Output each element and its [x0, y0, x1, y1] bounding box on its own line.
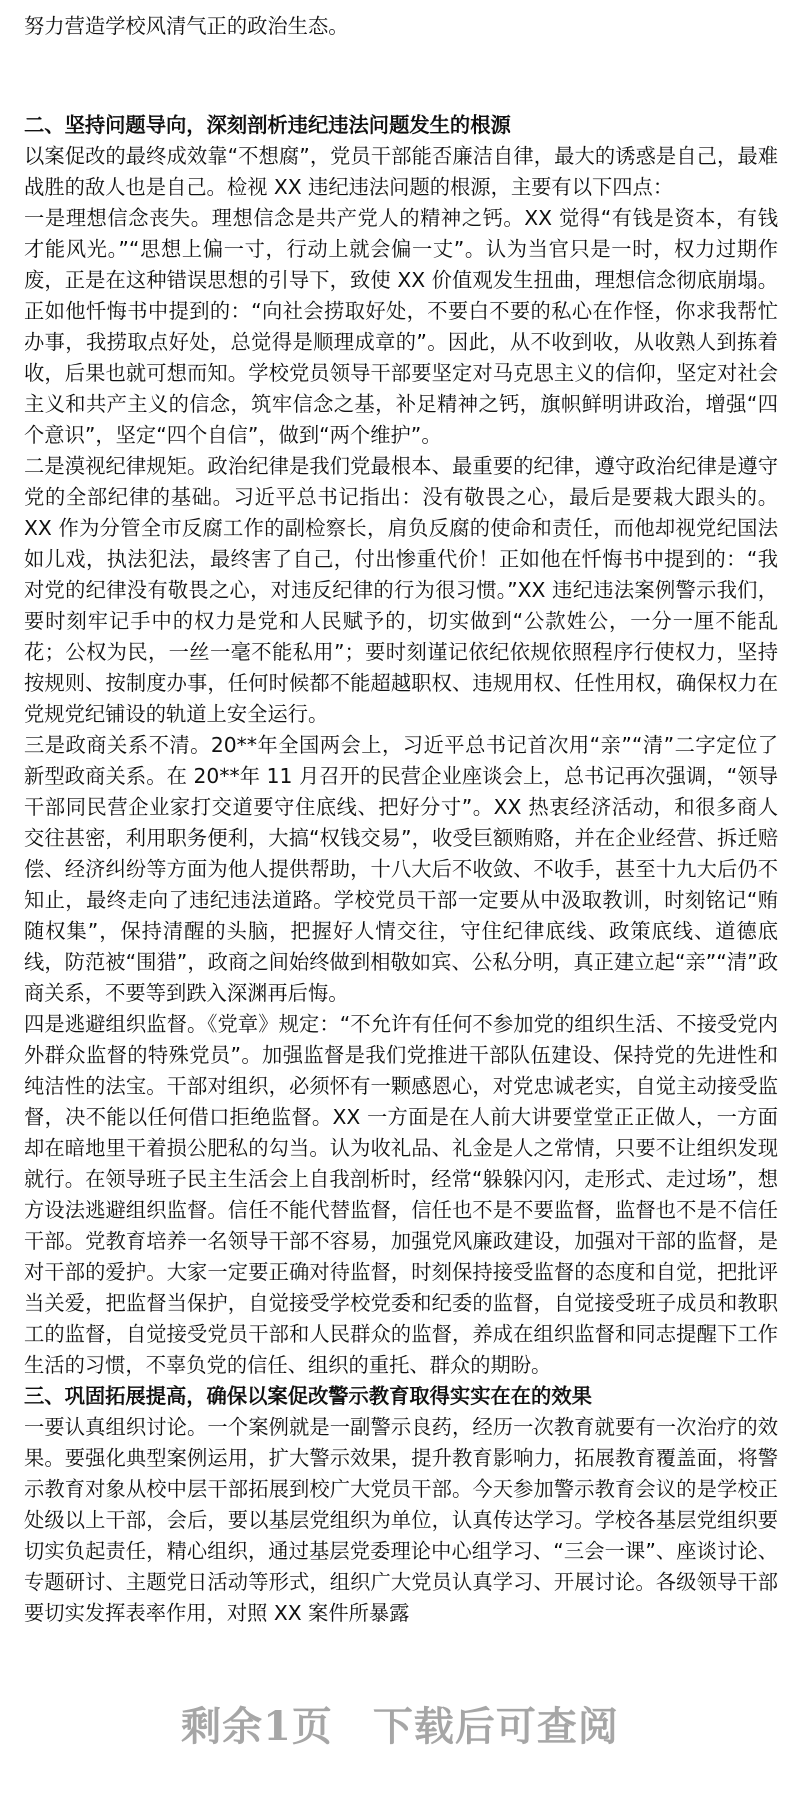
cut-off-line — [24, 0, 778, 11]
paragraph: 四是逃避组织监督。《党章》规定：“不允许有任何不参加党的组织生活、不接受党内外群众监督的特殊党员”。加强监督是我们党推进干部队伍建设、保持党的先进性和纯洁性的法宝。干部对组织，必须怀有一颗感恩心，对党忠诚老实，自觉主动接受监督，决不能以任何借口拒绝监督。XX 一方面是在人前大讲要堂堂正正做人，一方面却在暗地里干着损公肥私的勾当。认为收礼品、礼金是人之常情，只要不让组织发现就行。在领导班子民主生活会上自我剖析时，经常“躲躲闪闪，走形式、走过场”，想方设法逃避组织监督。信任不能代替监督，信任也不是不要监督，监督也不是不信任干部。党教育培养一名领导干部不容易，加强党风廉政建设，加强对干部的监督，是对干部的爱护。大家一定要正确对待监督，时刻保持接受监督的态度和自觉，把批评当关爱，把监督当保护，自觉接受学校党委和纪委的监督，自觉接受班子成员和教职工的监督，自觉接受党员干部和人民群众的监督，养成在组织监督和同志提醒下工作生活的习惯，不辜负党的信任、组织的重托、群众的期盼。 — [24, 1012, 778, 1377]
remaining-pages-label[interactable]: 剩余1页 — [181, 1703, 333, 1750]
download-hint-label[interactable]: 下载后可查阅 — [372, 1703, 619, 1750]
document-body — [24, 0, 778, 1629]
paragraph: 一是理想信念丧失。理想信念是共产党人的精神之钙。XX 觉得“有钱是资本，有钱才能风光。”“思想上偏一寸，行动上就会偏一丈”。认为当官只是一时，权力过期作废，正是在这种错误思想的引导下，致使 XX 价值观发生扭曲，理想信念彻底崩塌。正如他忏悔书中提到的：“向社会捞取好处，不要白不要的私心在作怪，你求我帮忙办事，我捞取点好处，总觉得是顺理成章的”。因此，从不收到收，从收熟人到拣着收，后果也就可想而知。学校党员领导干部要坚定对马克思主义的信仰，坚定对社会主义和共产主义的信念，筑牢信念之基，补足精神之钙，旗帜鲜明讲政治，增强“四个意识”，坚定“四个自信”，做到“两个维护”。 — [24, 206, 778, 447]
download-prompt[interactable] — [0, 1699, 800, 1805]
paragraph: 三是政商关系不清。20**年全国两会上，习近平总书记首次用“亲”“清”二字定位了新型政商关系。在 20**年 11 月召开的民营企业座谈会上，总书记再次强调，“领导干部同民营企业家打交道要守住底线、把好分寸”。XX 热衷经济活动，和很多商人交往甚密，利用职务便利，大搞“权钱交易”，收受巨额贿赂，并在企业经营、拆迁赔偿、经济纠纷等方面为他人提供帮助，十八大后不收敛、不收手，甚至十九大后仍不知止，最终走向了违纪违法道路。学校党员干部一定要从中汲取教训，时刻铭记“贿随权集”，保持清醒的头脑，把握好人情交往，守住纪律底线、政策底线、道德底线，防范被“围猎”，政商之间始终做到相敬如宾、公私分明，真正建立起“亲”“清”政商关系，不要等到跌入深渊再后悔。 — [24, 733, 778, 1005]
paragraph: 二是漠视纪律规矩。政治纪律是我们党最根本、最重要的纪律，遵守政治纪律是遵守党的全部纪律的基础。习近平总书记指出：没有敬畏之心，最后是要栽大跟头的。XX 作为分管全市反腐工作的副检察长，肩负反腐的使命和责任，而他却视党纪国法如儿戏，执法犯法，最终害了自己，付出惨重代价！正如他在忏悔书中提到的：“我对党的纪律没有敬畏之心，对违反纪律的行为很习惯。”XX 违纪违法案例警示我们，要时刻牢记手中的权力是党和人民赋予的，切实做到“公款姓公，一分一厘不能乱花；公权为民，一丝一毫不能私用”；要时刻谨记依纪依规依照程序行使权力，坚持按规则、按制度办事，任何时候都不能超越职权、违规用权、任性用权，确保权力在党规党纪铺设的轨道上安全运行。 — [24, 454, 778, 726]
intro-tail: 努力营造学校风清气正的政治生态。 — [24, 14, 349, 38]
section2-heading: 二、坚持问题导向，深刻剖析违纪违法问题发生的根源 — [24, 113, 511, 137]
paragraph: 一要认真组织讨论。一个案例就是一副警示良药，经历一次教育就要有一次治疗的效果。要强化典型案例运用，扩大警示效果，提升教育影响力，拓展教育覆盖面，将警示教育对象从校中层干部拓展到校广大党员干部。今天参加警示教育会议的是学校正处级以上干部，会后，要以基层党组织为单位，认真传达学习。学校各基层党组织要切实负起责任，精心组织，通过基层党委理论中心组学习、“三会一课”、座谈讨论、专题研讨、主题党日活动等形式，组织广大党员认真学习、开展讨论。各级领导干部要切实发挥表率作用，对照 XX 案件所暴露 — [24, 1415, 778, 1625]
section3-heading: 三、巩固拓展提高，确保以案促改警示教育取得实实在在的效果 — [24, 1384, 592, 1408]
paragraph: 以案促改的最终成效靠“不想腐”，党员干部能否廉洁自律，最大的诱惑是自己，最难战胜的敌人也是自己。检视 XX 违纪违法问题的根源，主要有以下四点： — [24, 144, 778, 199]
